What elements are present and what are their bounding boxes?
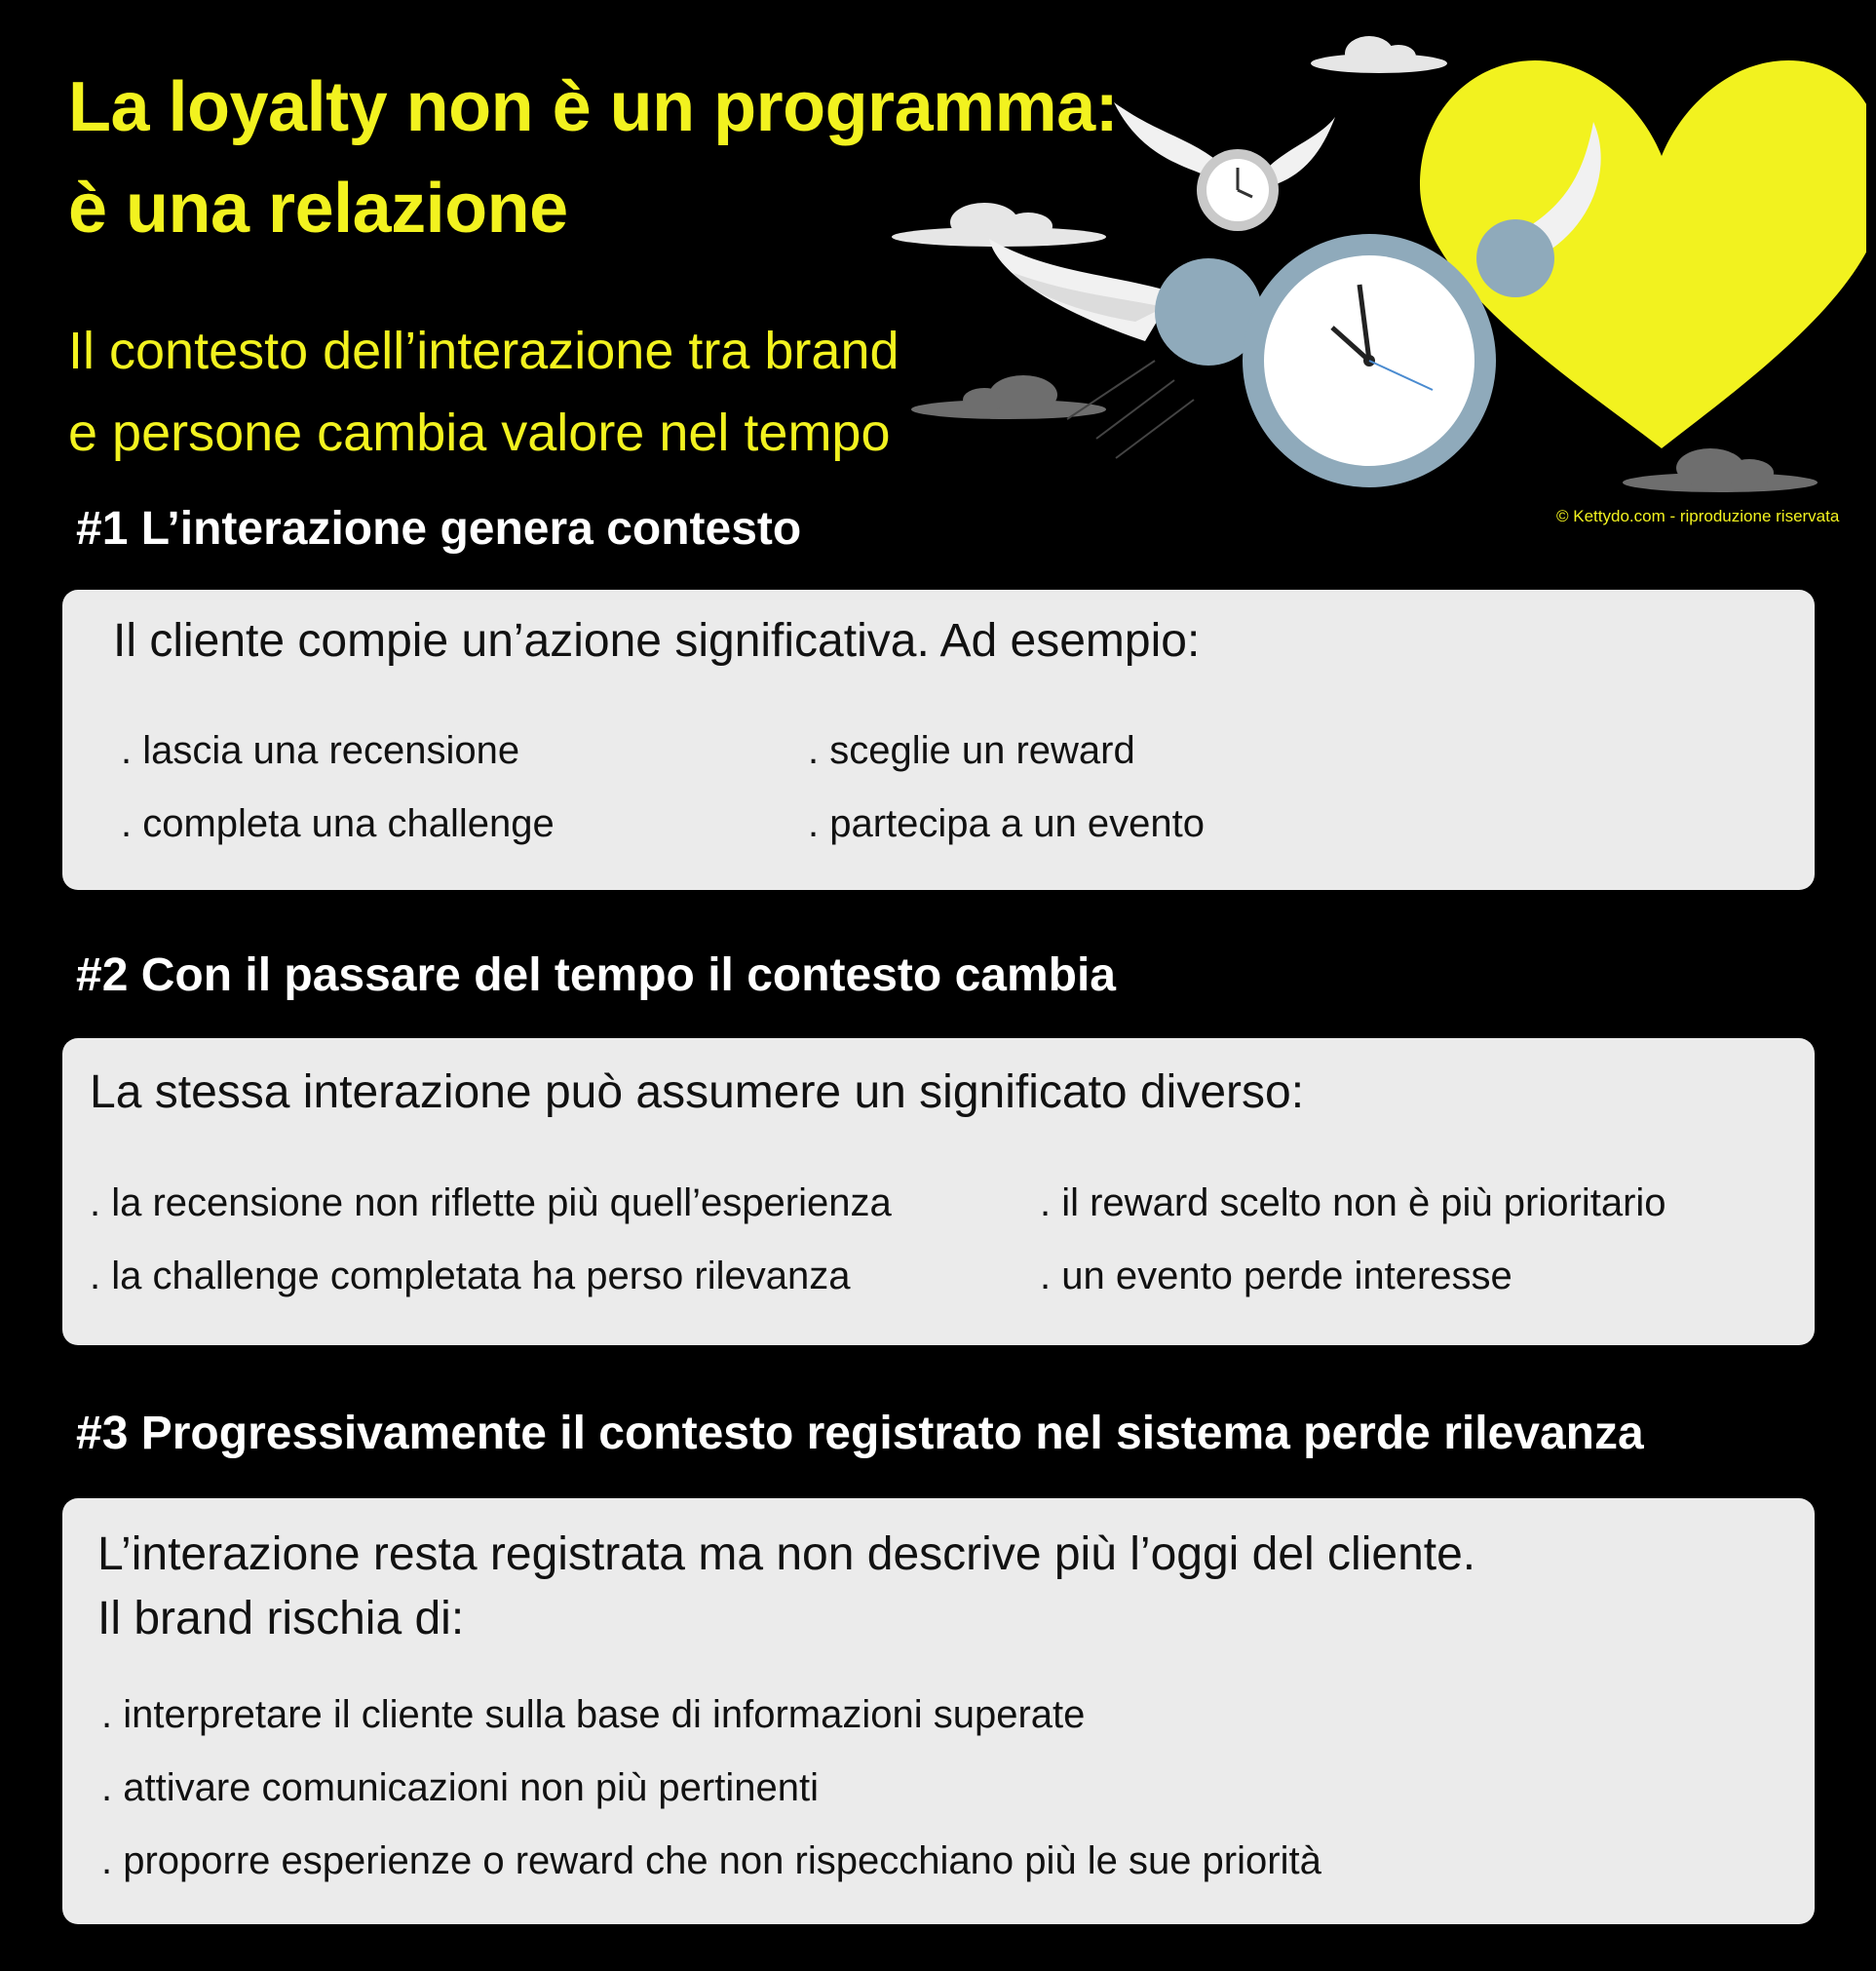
section-2-lead: La stessa interazione può assumere un significato diverso:	[90, 1066, 1305, 1118]
list-item: . la challenge completata ha perso rilevanza	[90, 1255, 851, 1297]
list-item: . la recensione non riflette più quell’esperienza	[90, 1181, 892, 1224]
list-item: . completa una challenge	[121, 802, 555, 845]
list-item: . sceglie un reward	[808, 729, 1135, 772]
winged-alarm-clock-icon	[1114, 102, 1335, 231]
list-item: . proporre esperienze o reward che non rispecchiano più le sue priorità	[101, 1839, 1321, 1882]
section-3-heading: #3 Progressivamente il contesto registrato nel sistema perde rilevanza	[76, 1408, 1644, 1459]
subtitle-line-2: e persone cambia valore nel tempo	[68, 404, 891, 462]
section-3-card	[62, 1498, 1815, 1924]
title-line-2: è una relazione	[68, 170, 568, 248]
cloud-icon	[1623, 448, 1818, 492]
list-item: . lascia una recensione	[121, 729, 520, 772]
cloud-icon	[1311, 36, 1447, 73]
title-line-1: La loyalty non è un programma:	[68, 68, 1119, 146]
section-2-card	[62, 1038, 1815, 1345]
section-2-heading: #2 Con il passare del tempo il contesto cambia	[76, 949, 1116, 1001]
list-item: . attivare comunicazioni non più pertinenti	[101, 1766, 819, 1809]
page-subtitle	[68, 310, 900, 474]
list-item: . un evento perde interesse	[1040, 1255, 1512, 1297]
cloud-icon	[892, 203, 1106, 247]
section-1-card	[62, 590, 1815, 890]
illustration	[892, 29, 1866, 536]
list-item: . interpretare il cliente sulla base di informazioni superate	[101, 1693, 1086, 1736]
subtitle-line-1: Il contesto dell’interazione tra brand	[68, 322, 900, 380]
section-3-lead-line-2: Il brand rischia di:	[97, 1593, 465, 1644]
section-1-heading: #1 L’interazione genera contesto	[76, 503, 802, 555]
list-item: . partecipa a un evento	[808, 802, 1205, 845]
copyright-credit: © Kettydo.com - riproduzione riservata	[1556, 507, 1840, 525]
section-1-lead: Il cliente compie un’azione significativa. Ad esempio:	[113, 615, 1201, 667]
section-3-lead-line-1: L’interazione resta registrata ma non descrive più l’oggi del cliente.	[97, 1528, 1476, 1580]
list-item: . il reward scelto non è più prioritario	[1040, 1181, 1666, 1224]
